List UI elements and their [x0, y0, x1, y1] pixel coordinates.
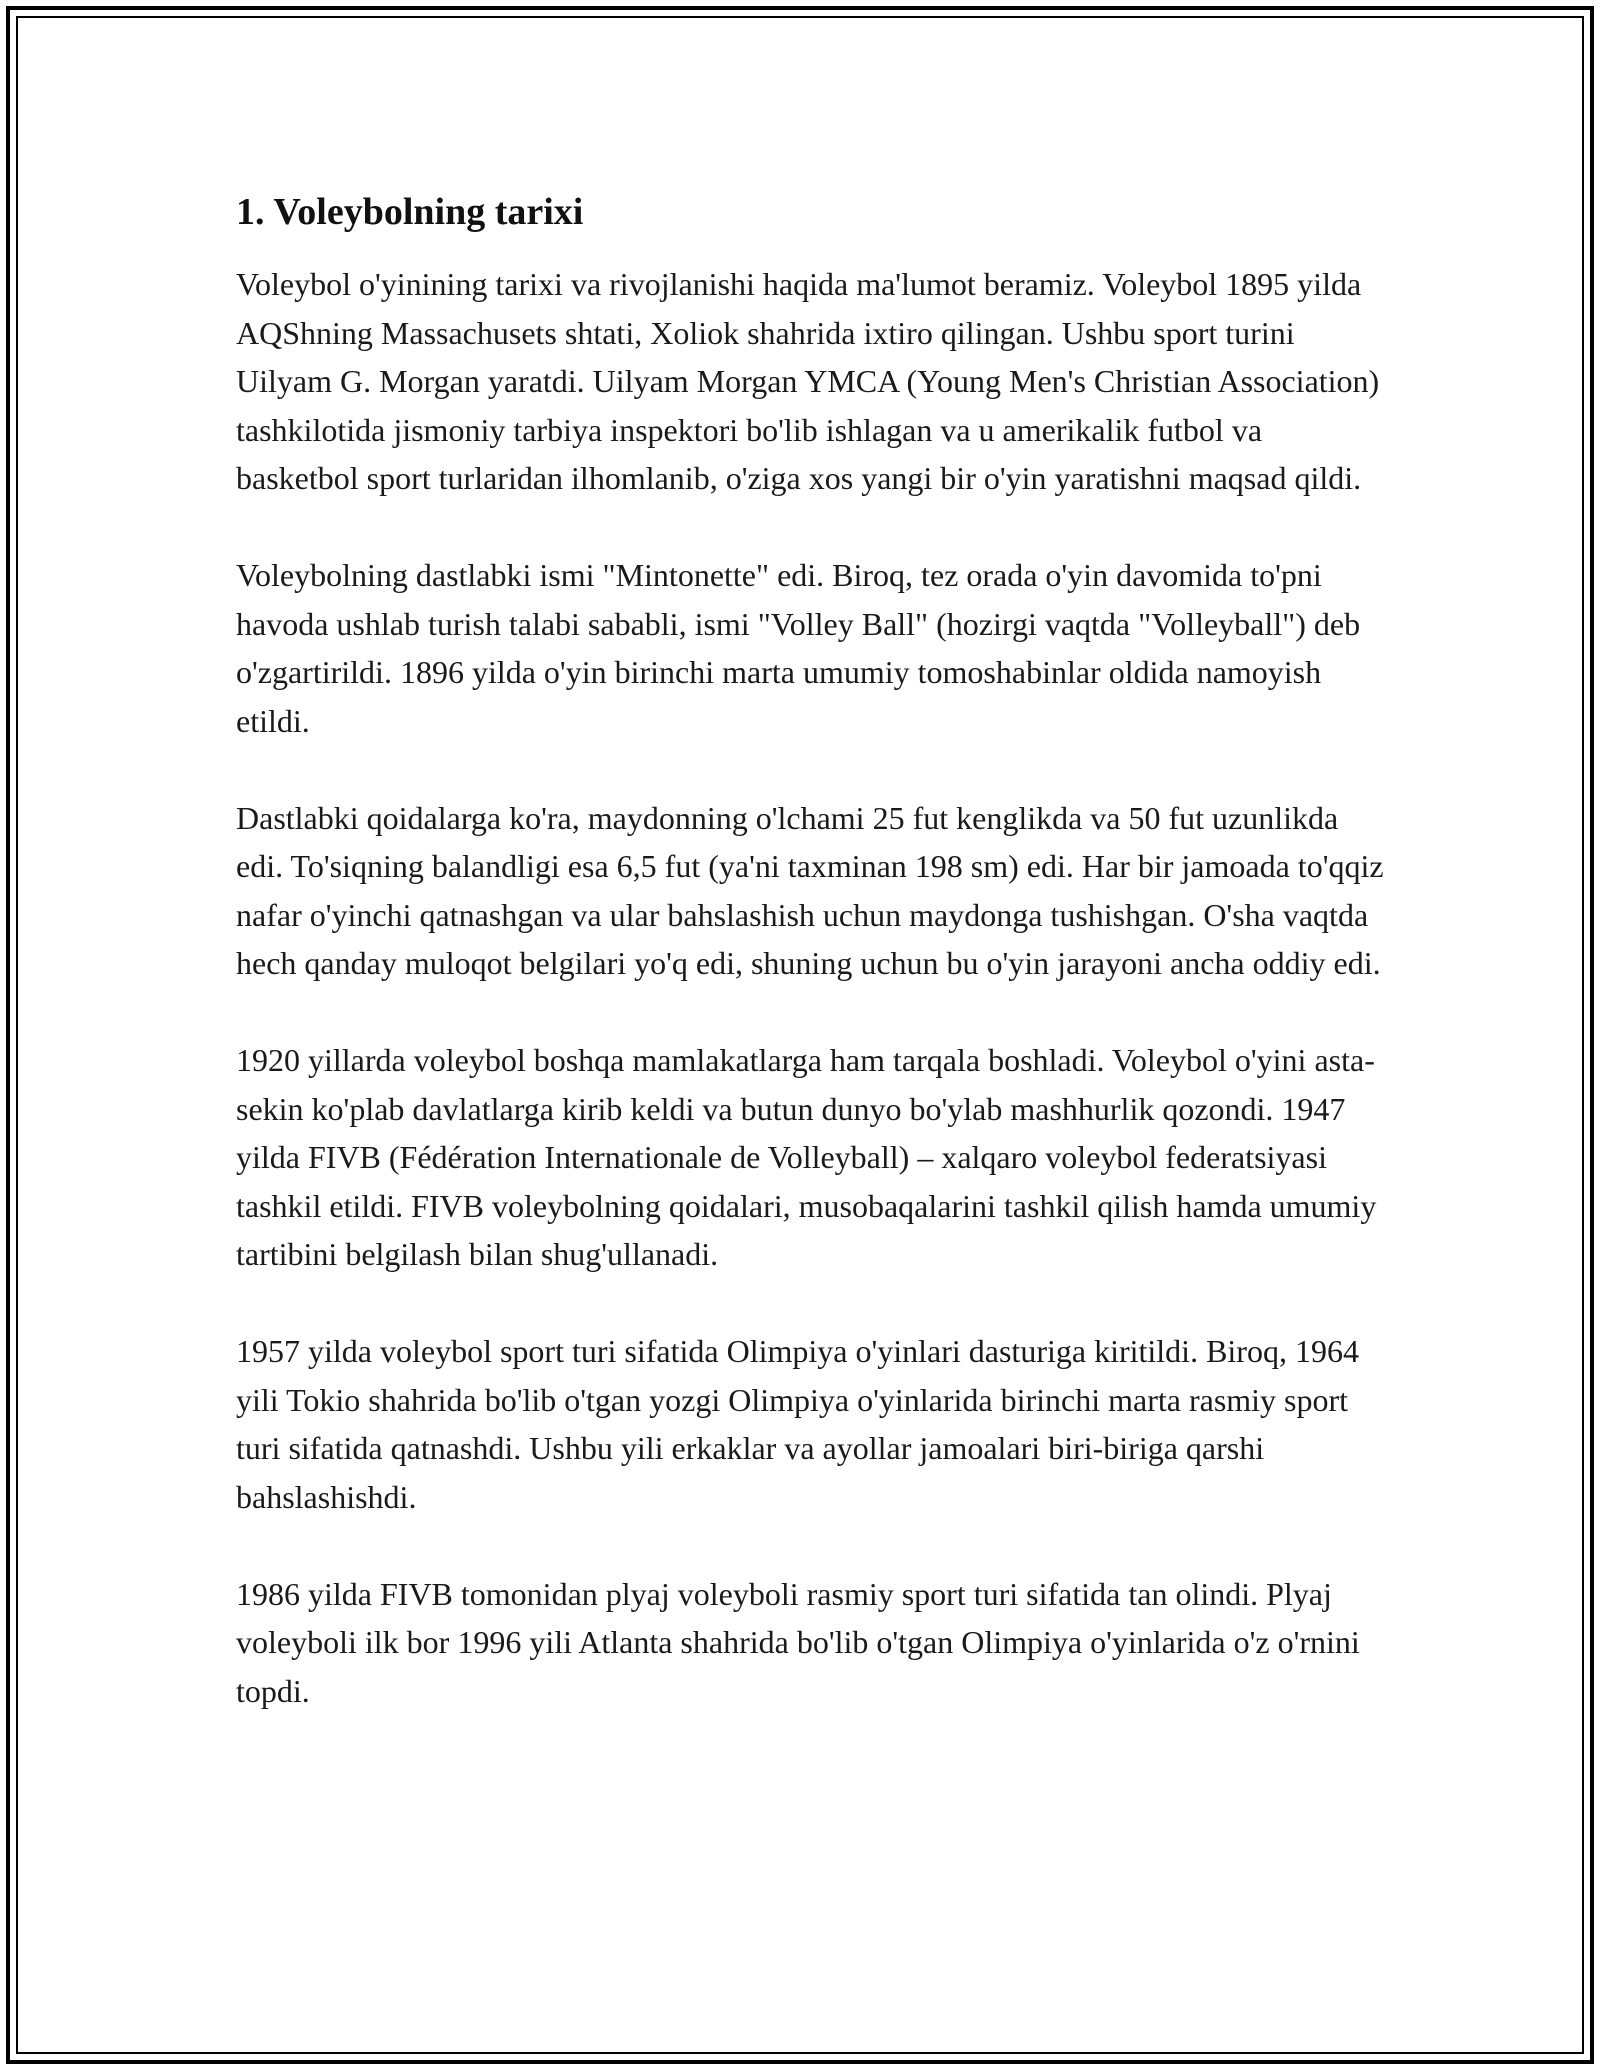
paragraph-beach-volleyball: 1986 yilda FIVB tomonidan plyaj voleyboli rasmiy sport turi sifatida tan olindi. Plyaj voleyboli ilk bor 1996 yili Atlanta shahrida bo'lib o'tgan Olimpiya o'yinlarida o'z o'rnini topdi. — [236, 1575, 1360, 1709]
paragraph-olympics: 1957 yilda voleybol sport turi sifatida Olimpiya o'yinlari dasturiga kiritildi. Biroq, 1964 yili Tokio shahrida bo'lib o'tgan yozgi Olimpiya o'yinlarida birinchi marta rasmiy sport turi sifatida qatnashdi. Ushbu yili erkaklar va ayollar jamoalari biri-biriga qarshi bahslashishdi. — [236, 1333, 1359, 1515]
paragraph-name: Voleybolning dastlabki ismi "Mintonette" edi. Biroq, tez orada o'yin davomida to'pni havoda ushlab turish talabi sababli, ismi "Volley Ball" (hozirgi vaqtda "Volleyball") deb o'zgartirildi. 1896 yilda o'yin birinchi marta umumiy tomoshabinlar oldida namoyish etildi. — [236, 557, 1361, 739]
document-body — [236, 186, 1386, 1764]
paragraph-spread: 1920 yillarda voleybol boshqa mamlakatlarga ham tarqala boshladi. Voleybol o'yini asta-sekin ko'plab davlatlarga kirib keldi va butun dunyo bo'ylab mashhurlik qozondi. 1947 yilda FIVB (Fédération Internationale de Volleyball) – xalqaro voleybol federatsiyasi tashkil etildi. FIVB voleybolning qoidalari, musobaqalarini tashkil qilish hamda umumiy tartibini belgilash bilan shug'ullanadi. — [236, 1042, 1377, 1272]
paragraph-rules: Dastlabki qoidalarga ko'ra, maydonning o'lchami 25 fut kenglikda va 50 fut uzunlikda edi. To'siqning balandligi esa 6,5 fut (ya'ni taxminan 198 sm) edi. Har bir jamoada to'qqiz nafar o'yinchi qatnashgan va ular bahslashish uchun maydonga tushishgan. O'sha vaqtda hech qanday muloqot belgilari yo'q edi, shuning uchun bu o'yin jarayoni ancha oddiy edi. — [236, 799, 1384, 981]
paragraph-origin: Voleybol o'yinining tarixi va rivojlanishi haqida ma'lumot beramiz. Voleybol 1895 yilda AQShning Massachusets shtati, Xoliok shahrida ixtiro qilingan. Ushbu sport turini Uilyam G. Morgan yaratdi. Uilyam Morgan YMCA (Young Men's Christian Association) tashkilotida jismoniy tarbiya inspektori bo'lib ishlagan va u amerikalik futbol va basketbol sport turlaridan ilhomlanib, o'ziga xos yangi bir o'yin yaratishni maqsad qildi. — [236, 266, 1380, 496]
section-heading: 1. Voleybolning tarixi — [236, 191, 584, 233]
